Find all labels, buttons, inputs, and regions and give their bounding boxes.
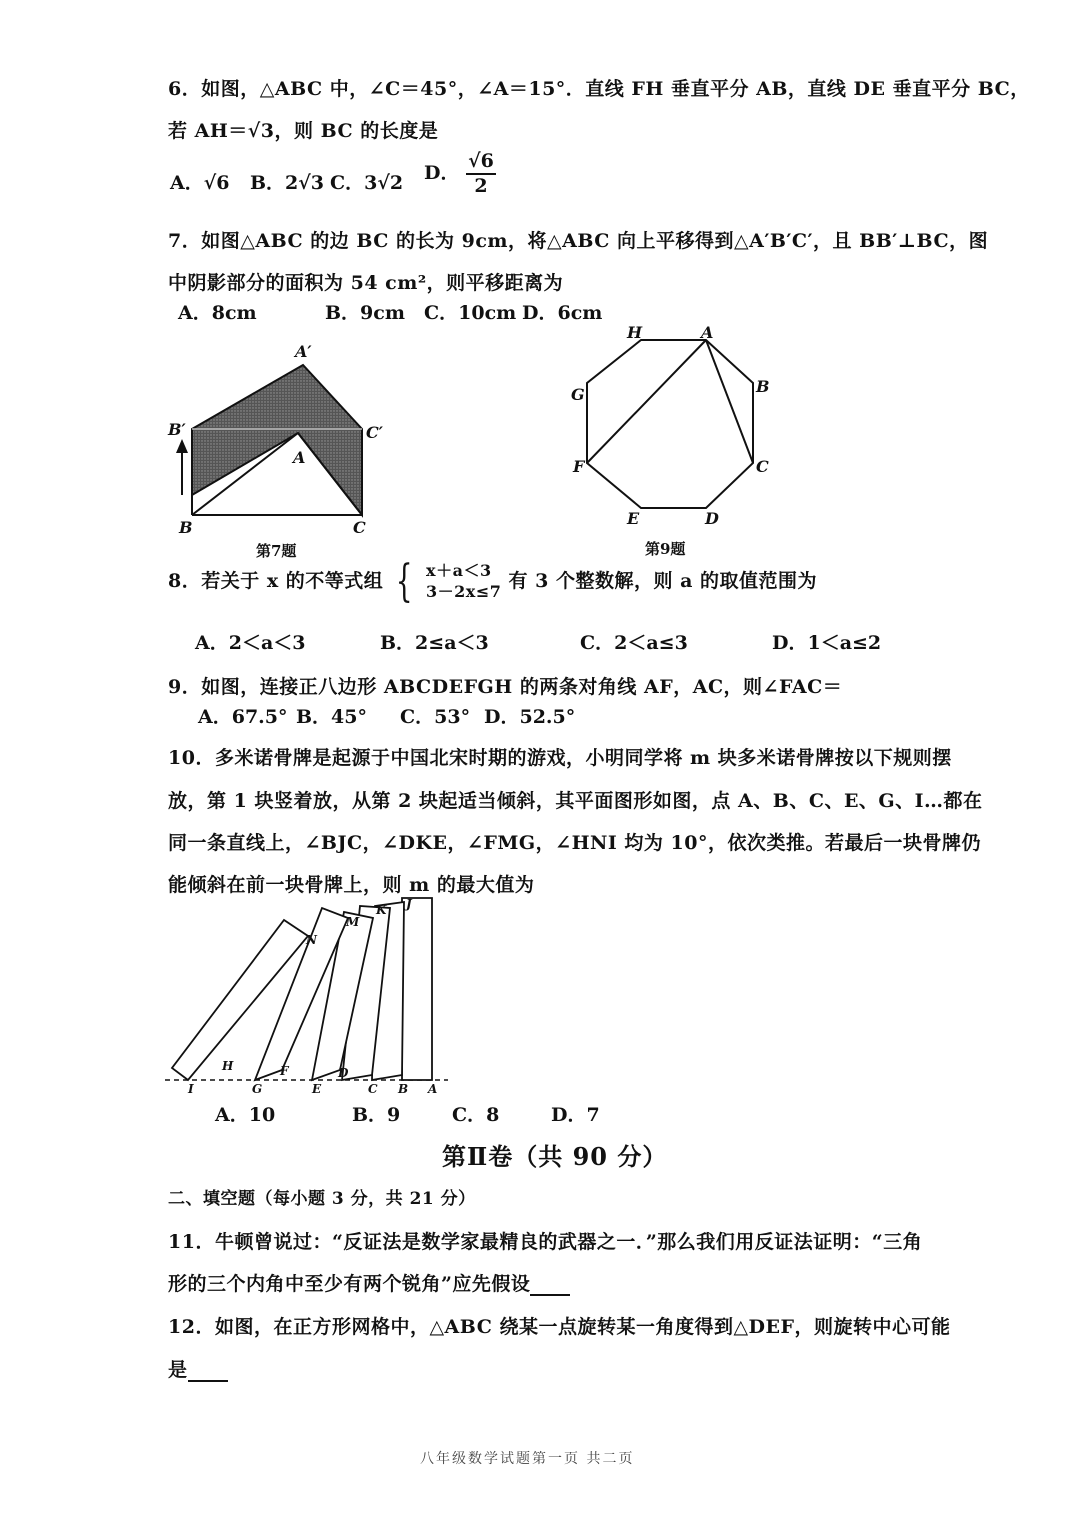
q8-suffix: 有 3 个整数解，则 a 的取值范围为 [508,570,818,592]
q6-option-d-numerator: √6 [466,150,496,175]
q10-line1: 10．多米诺骨牌是起源于中国北宋时期的游戏，小明同学将 m 块多米诺骨牌按以下规则摆 [168,747,952,769]
q6-option-c: C．3√2 [330,172,404,194]
q8-inequality-system [426,561,501,603]
label-m: M [346,915,360,929]
label-h: H [222,1059,234,1073]
figure-7-caption: 第7题 [256,542,297,560]
figure-7 [165,335,405,540]
q6-line2: 若 AH＝√3，则 BC 的长度是 [168,120,439,142]
label-b: B [756,377,770,396]
q8-inequality-2: 3－2x≤7 [426,582,502,601]
q6-option-d [424,150,496,198]
label-b: B [179,518,193,537]
brace-icon: { [396,556,414,607]
label-a: A [293,448,306,467]
q10-option-a: A．10 [215,1104,276,1126]
q6-option-a: A．√6 [170,172,230,194]
q12-line1: 12．如图，在正方形网格中，△ABC 绕某一点旋转某一角度得到△DEF，则旋转中心可能 [168,1316,951,1338]
q10-option-b: B．9 [352,1104,401,1126]
figure-9 [565,320,780,535]
label-g: G [571,385,585,404]
q7-option-c: C．10cm [424,302,517,324]
q10-line3: 同一条直线上，∠BJC，∠DKE，∠FMG，∠HNI 均为 10°，依次类推。若最后一块骨牌仍 [168,832,981,854]
q7-line2: 中阴影部分的面积为 54 cm²，则平移距离为 [168,272,564,294]
q8-option-b: B．2≤a＜3 [380,632,489,654]
label-a: A [428,1082,438,1095]
octagon [587,340,753,508]
diagonal-ac [706,340,753,463]
figure-9-caption: 第9题 [645,540,686,558]
label-c-prime: C′ [366,423,383,442]
label-e: E [312,1082,322,1095]
page-footer: 八年级数学试题第一页 共二页 [420,1451,635,1467]
q8-option-d: D．1＜a≤2 [772,632,882,654]
q10-option-c: C．8 [452,1104,500,1126]
section-heading: 二、填空题（每小题 3 分，共 21 分） [168,1189,476,1209]
answer-blank [188,1362,228,1382]
label-f: F [573,457,585,476]
label-b-prime: B′ [168,420,186,439]
q7-option-a: A．8cm [178,302,257,324]
label-i: I [188,1082,194,1095]
q11-line1: 11．牛顿曾说过：“反证法是数学家最精良的武器之一．”那么我们用反证法证明：“三角 [168,1231,923,1253]
q7-option-b: B．9cm [325,302,405,324]
figure-10 [160,890,450,1095]
label-d: D [338,1066,349,1080]
domino-1 [402,898,432,1080]
part-2-title: 第Ⅱ卷（共 90 分） [442,1142,668,1171]
q6-option-d-prefix: D． [424,161,460,184]
label-b: B [398,1082,409,1095]
label-j: J [406,897,412,911]
q6-line1: 6．如图，△ABC 中，∠C＝45°，∠A＝15°．直线 FH 垂直平分 AB，直线 DE 垂直平分 BC， [168,78,1030,100]
q8-prefix: 8．若关于 x 的不等式组 [168,570,384,592]
q8-inequality-1: x＋a＜3 [426,561,492,581]
label-e: E [627,509,640,528]
q8-option-c: C．2＜a≤3 [580,632,688,654]
q7-option-d: D．6cm [522,302,603,324]
q12-line2 [168,1355,228,1382]
shaded-region [192,365,362,515]
q9-option-c: C．53° [400,706,471,728]
q10-line4: 能倾斜在前一块骨牌上，则 m 的最大值为 [168,874,535,896]
label-f: F [280,1064,289,1078]
q9-line1: 9．如图，连接正八边形 ABCDEFGH 的两条对角线 AF，AC，则∠FAC＝ [168,676,843,698]
q9-option-b: B．45° [296,706,367,728]
q8-option-a: A．2＜a＜3 [195,632,306,654]
q9-option-d: D．52.5° [484,706,576,728]
answer-blank [530,1276,570,1296]
label-h: H [627,323,643,342]
q9-option-a: A．67.5° [198,706,288,728]
label-c: C [353,518,366,537]
label-c: C [756,457,769,476]
label-k: K [376,903,387,917]
label-a-prime: A′ [295,342,312,361]
q8-line1 [168,556,818,607]
label-c: C [368,1082,378,1095]
q6-option-b: B．2√3 [250,172,324,194]
q7-line1: 7．如图△ABC 的边 BC 的长为 9cm，将△ABC 向上平移得到△A′B′C′，且 BB′⊥BC，图 [168,230,989,252]
diagonal-af [587,340,706,463]
label-n: N [306,933,317,947]
q10-line2: 放，第 1 块竖着放，从第 2 块起适当倾斜，其平面图形如图，点 A、B、C、E、G、I…都在 [168,790,983,812]
label-g: G [252,1082,263,1095]
q10-option-d: D．7 [551,1104,600,1126]
q11-line2-text: 形的三个内角中至少有两个锐角”应先假设 [168,1273,531,1295]
q6-option-d-denominator: 2 [474,174,488,197]
label-a: A [701,323,714,342]
q11-line2 [168,1269,570,1296]
q12-line2-text: 是 [168,1359,188,1381]
q6-option-d-fraction [466,150,496,198]
label-d: D [705,509,719,528]
